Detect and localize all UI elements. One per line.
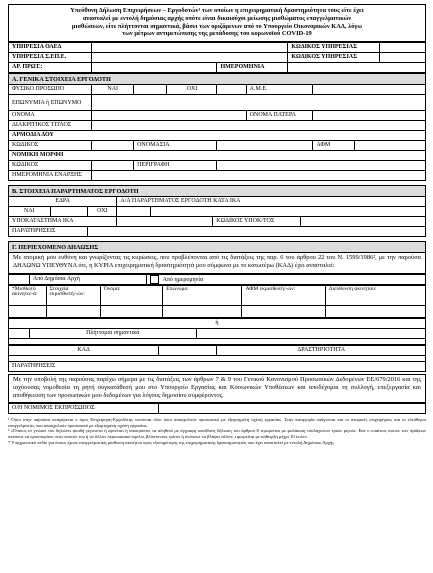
kad-table bbox=[8, 345, 426, 372]
code-service-label: ΚΩΔΙΚΟΣ ΥΠΗΡΕΣΙΑΣ bbox=[288, 43, 380, 53]
date-label: ΗΜΕΡΟΜΗΝΙΑ bbox=[217, 63, 288, 73]
code-service-field[interactable] bbox=[380, 53, 426, 63]
no-checkbox[interactable] bbox=[217, 85, 246, 95]
legal-form-label: ΝΟΜΙΚΗ ΜΟΡΦΗ bbox=[9, 151, 426, 161]
header-line: των μέτρων αντιμετώπισης της μετάδοσης του κορωνοϊού COVID-19 bbox=[122, 30, 312, 38]
activity-label: ΔΡΑΣΤΗΡΙΟΤΗΤΑ bbox=[217, 345, 426, 355]
section-a-title: Α. ΓΕΝΙΚΑ ΣΤΟΙΧΕΙΑ ΕΡΓΟΔΟΤΗ bbox=[9, 74, 426, 85]
no-option[interactable]: ΟΧΙ bbox=[167, 85, 217, 95]
name-field[interactable] bbox=[92, 111, 246, 121]
signature-field[interactable] bbox=[159, 404, 426, 414]
afm-label: ΑΦΜ bbox=[313, 141, 355, 151]
ika-code-field[interactable] bbox=[300, 217, 425, 227]
yes-checkbox[interactable] bbox=[134, 85, 167, 95]
ame-label: Α.Μ.Ε. bbox=[246, 85, 313, 95]
section-b-title: Β. ΣΤΟΙΧΕΙΑ ΠΑΡΑΡΤΗΜΑΤΟΣ ΕΡΓΟΔΟΤΗ bbox=[9, 186, 426, 197]
lease-col-afm: ΑΦΜ εκμισθωτή/-ών: bbox=[242, 285, 325, 305]
suspension-table bbox=[8, 274, 426, 285]
ika-code-label: ΚΩΔΙΚΟΣ ΥΠΟΚ/ΤΟΣ bbox=[213, 217, 301, 227]
naming-field[interactable] bbox=[217, 141, 313, 151]
footnote: * Υποχρεωτικό πεδίο για όσους έχουν επαγγελματική μίσθωση ακινήτου προς εξυπηρέτηση της επιχειρηματικής δραστηριότητάς που έχει ανασταλεί με εντολή Δημόσιας Αρχής bbox=[8, 439, 335, 445]
description-label: ΠΕΡΙΓΡΑΦΗ bbox=[134, 161, 217, 171]
significantly-label: Πλήττομαι σημαντικά bbox=[29, 328, 196, 338]
kad-label: ΚΑΔ bbox=[9, 345, 159, 355]
section-c-title: Γ. ΠΕΡΙΕΧΟΜΕΝΟ ΔΗΛΩΣΗΣ bbox=[9, 242, 426, 253]
lease-col-name: Όνομα: bbox=[100, 285, 163, 305]
doy-label: ΑΡΜΟΔΙΑ ΔΟΥ bbox=[9, 131, 426, 141]
remarks-field[interactable] bbox=[88, 227, 426, 237]
branch-no-field[interactable] bbox=[150, 207, 425, 217]
top-table bbox=[8, 42, 426, 73]
start-date-label: ΗΜΕΡΟΜΗΝΙΑ ΕΝΑΡΞΗΣ bbox=[9, 171, 92, 181]
lease-cell[interactable] bbox=[46, 305, 100, 317]
title-label: ΔΙΑΚΡΙΤΙΚΟΣ ΤΙΤΛΟΣ bbox=[9, 121, 92, 131]
remarks-c-label: ΠΑΡΑΤΗΡΗΣΕΙΣ bbox=[9, 361, 426, 371]
surname-field[interactable] bbox=[92, 95, 426, 111]
yes-option[interactable]: ΝΑΙ bbox=[9, 207, 51, 217]
header-line: ανασταλεί με εντολή δημόσιας αρχής οπότε είναι δικαιούχοι μείωσης μισθώματος επαγγελματικών bbox=[82, 14, 352, 22]
doy-code-field[interactable] bbox=[92, 141, 134, 151]
section-c-title-table bbox=[8, 241, 426, 253]
yes-option[interactable]: ΝΑΙ bbox=[92, 85, 134, 95]
code-service-field[interactable] bbox=[380, 43, 426, 53]
legal-rep-label: Ο/Η ΝΟΜΙΜΟΣ ΕΚΠΡΟΣΩΠΟΣ bbox=[9, 404, 159, 414]
header-line: Υπεύθυνη Δήλωση Επιχειρήσεων – Εργοδοτών¹ των οποίων η επιχειρηματική δραστηριότητα τους είτε έχει bbox=[70, 7, 364, 14]
impact-table bbox=[8, 318, 426, 345]
code-label: ΚΩΔΙΚΟΣ bbox=[9, 161, 92, 171]
from-date-label: Από ημερομηνία bbox=[162, 276, 204, 283]
ame-field[interactable] bbox=[313, 85, 426, 95]
code-service-label: ΚΩΔΙΚΟΣ ΥΠΗΡΕΣΙΑΣ bbox=[288, 53, 380, 63]
ika-branch-label: ΥΠΟΚΑΤΑΣΤΗΜΑ ΙΚΑ bbox=[9, 217, 117, 227]
start-date-field[interactable] bbox=[92, 171, 426, 181]
naming-label: ΟΝΟΜΑΣΙΑ bbox=[134, 141, 217, 151]
header-line: μισθώσεων, είτε πλήττονται σημαντικά, βάσει των οριζόμενων από το Υπουργείο Οικονομικών ΚΑΔ, λόγω bbox=[71, 22, 363, 30]
title-field[interactable] bbox=[92, 121, 426, 131]
sepe-field[interactable] bbox=[92, 53, 288, 63]
consent-paragraph: Με την υποβολή της παρούσας παρέχω σήμερα με τις διατάξεις των άρθρων 7 & 9 του Γενικού Κανονισμού Προσωπικών Δεδομένων ΕΕ/679/2016 και της ισχύουσας νομοθεσία τη ρητή συγκατάθεσή μου στο Υπουργείο Εργασίας και Κοινωνικών Υποθέσεων και αποδέχομαι τη συλλογή, επεξεργασία και αποθήκευση των προσωπικών μου δεδομένων για λόγους δημοσίου συμφέροντος. bbox=[8, 374, 426, 404]
or-label: ή bbox=[9, 318, 426, 328]
father-field[interactable] bbox=[313, 111, 426, 121]
legal-code-field[interactable] bbox=[92, 161, 134, 171]
description-field[interactable] bbox=[217, 161, 426, 171]
authority-checkbox[interactable] bbox=[9, 274, 30, 284]
date-checkbox[interactable] bbox=[150, 275, 159, 284]
significantly-checkbox[interactable] bbox=[9, 328, 30, 338]
footnotes bbox=[8, 417, 426, 445]
lease-col-lessor: Στοιχεία εκμισθωτή/-ών: bbox=[46, 285, 100, 305]
section-b-table bbox=[8, 185, 426, 237]
lease-col-property: *Μισθωτό ακίνητο/-α: bbox=[9, 285, 47, 305]
lease-cell[interactable] bbox=[100, 305, 163, 317]
lease-table bbox=[8, 285, 426, 318]
natural-person-label: ΦΥΣΙΚΟ ΠΡΟΣΩΠΟ bbox=[9, 85, 92, 95]
from-authority-label: Από Δημόσια Αρχή bbox=[29, 274, 146, 284]
name-label: ΟΝΟΜΑ bbox=[9, 111, 92, 121]
no-checkbox[interactable] bbox=[117, 207, 150, 217]
signature-table bbox=[8, 403, 426, 414]
afm-field[interactable] bbox=[355, 141, 426, 151]
significantly-blank bbox=[196, 328, 425, 338]
date-field[interactable] bbox=[288, 63, 426, 73]
footnote: ¹ Όσοι στην παρούσα αναφέρεται ο όρος Επιχείρηση-Εργοδότης νοούνται όλοι όσοι απασχολούν προσωπικό με εξαρτημένη σχέση εργασίας. Στην κατηγορία υπάγονται και οι ατομικές επιχειρήσεις και οι ελεύθεροι επαγγελματίες που απασχολούν προσωπικό με εξαρτημένη σχέση εργασίας. bbox=[8, 417, 426, 428]
seat-label: ΕΔΡΑ bbox=[9, 197, 117, 207]
lease-cell[interactable] bbox=[242, 305, 325, 317]
protocol-label: ΑΡ. ΠΡΩΤ.: bbox=[9, 63, 92, 73]
yes-checkbox[interactable] bbox=[50, 207, 88, 217]
lease-cell[interactable] bbox=[9, 305, 47, 317]
sepe-label: ΥΠΗΡΕΣΙΑ Σ.ΕΠ.Ε. bbox=[9, 53, 92, 63]
lease-col-surname: Επώνυμο: bbox=[163, 285, 242, 305]
lease-cell[interactable] bbox=[325, 305, 425, 317]
kad-field[interactable] bbox=[159, 345, 217, 355]
lease-cell[interactable] bbox=[163, 305, 242, 317]
section-a-table bbox=[8, 73, 426, 181]
oaed-field[interactable] bbox=[92, 43, 288, 53]
remarks-label: ΠΑΡΑΤΗΡΗΣΕΙΣ bbox=[9, 227, 88, 237]
lease-col-address: Διεύθυνση ακινήτου: bbox=[325, 285, 425, 305]
surname-label: ΕΠΩΝΥΜΙΑ ή ΕΠΩΝΥΜΟ bbox=[9, 95, 92, 111]
ika-branch-field[interactable] bbox=[117, 217, 213, 227]
code-label: ΚΩΔΙΚΟΣ bbox=[9, 141, 92, 151]
protocol-field[interactable] bbox=[92, 63, 217, 73]
footnote: ² «Όποιος εν γνώσει του δηλώνει ψευδή γεγονότα ή αρνείται ή αποκρύπτει τα αληθινά με έγγραφη υπεύθυνη δήλωση του άρθρου 8 τιμωρείται με φυλάκιση τουλάχιστον τριών μηνών. Εάν ο υπαίτιος αυτών των πράξεων σκόπευε να προσπορίσει στον εαυτόν του ή σε άλλον περιουσιακό όφελος βλάπτοντας τρίτον ή σκόπευε να βλάψει άλλον, τιμωρείται με κάθειρξη μέχρι 10 ετών» bbox=[8, 428, 426, 439]
branch-no-label: Α/Α ΠΑΡΑΡΤΗΜΑΤΟΣ ΕΡΓΟΔΟΤΗ ΚΑΤΑ ΙΚΑ bbox=[117, 197, 426, 207]
form-header bbox=[8, 4, 426, 42]
no-option[interactable]: ΟΧΙ bbox=[88, 207, 117, 217]
father-label: ΟΝΟΜΑ ΠΑΤΕΡΑ bbox=[246, 111, 313, 121]
declaration-paragraph: Με ατομική μου ευθύνη και γνωρίζοντας τις κυρώσεις, που προβλέπονται από τις διατάξεις της παρ. 6 του άρθρου 22 του Ν. 1599/1986², με την παρούσα ΔΗΛΩΝΩ ΥΠΕΥΘΥΝΑ ότι, η ΚΥΡΙΑ επιχειρηματική δραστηριότητά μου σύμφωνα με το κατωτέρω (ΚΑΔ) έχει ανασταλεί: bbox=[8, 253, 426, 273]
oaed-label: ΥΠΗΡΕΣΙΑ ΟΑΕΔ bbox=[9, 43, 92, 53]
